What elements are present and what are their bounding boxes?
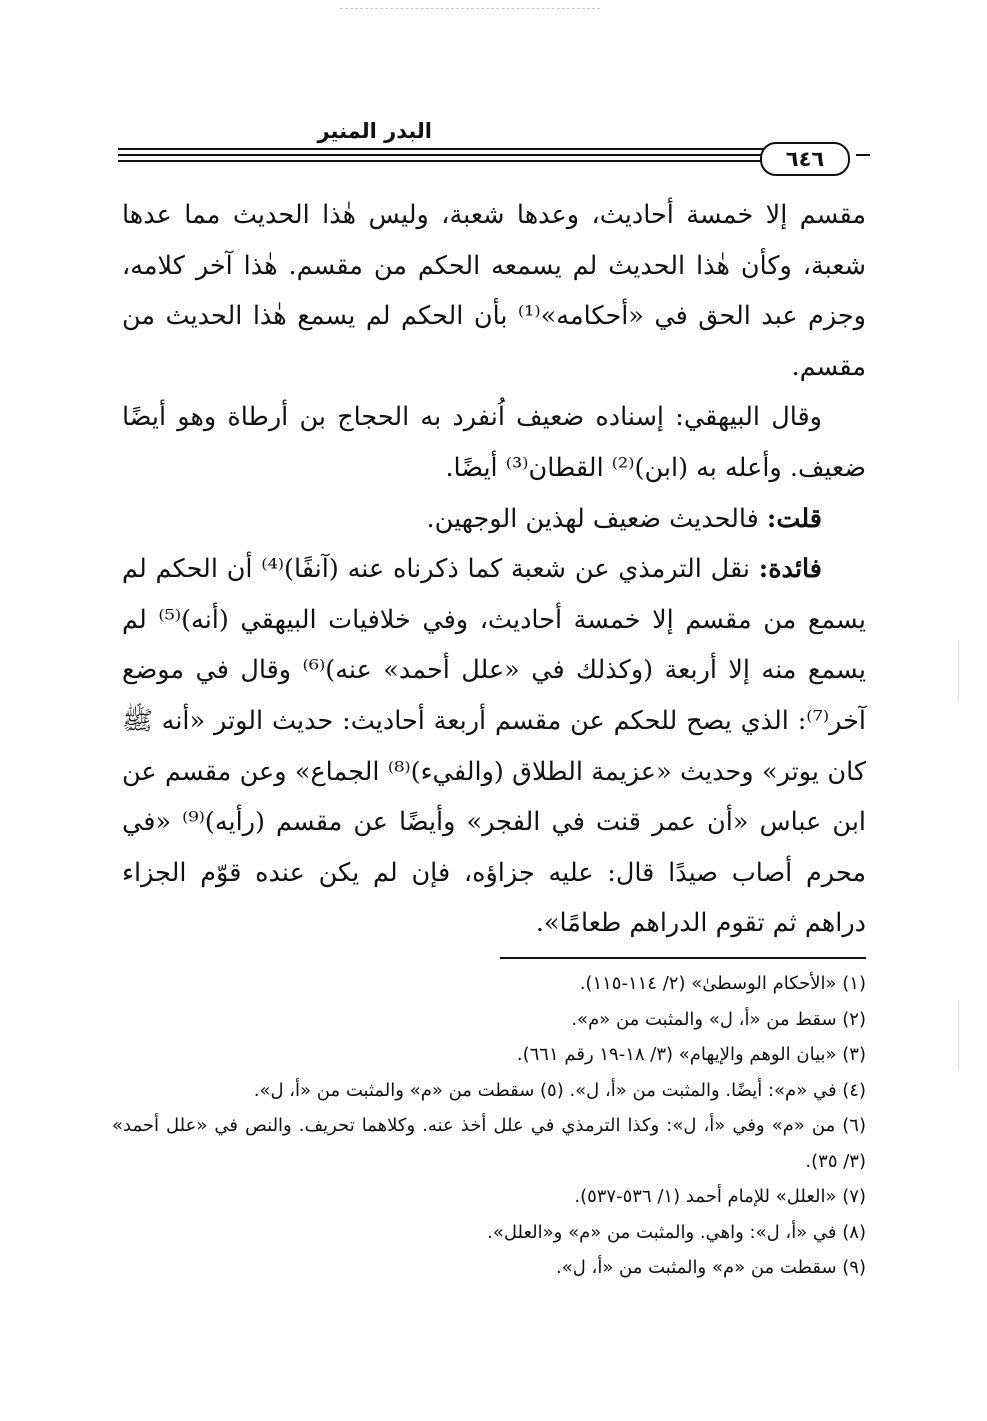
footnote: (٨) في «أ، ل»: واهي. والمثبت من «م» و«العلل».	[487, 1221, 866, 1243]
footnote: (٩) سقطت من «م» والمثبت من «أ، ل».	[555, 1257, 866, 1278]
paragraph	[122, 494, 866, 545]
footnotes	[112, 966, 866, 1286]
page-header	[118, 118, 870, 178]
running-title: البدر المنير	[317, 119, 432, 143]
paragraph	[122, 544, 866, 949]
header-rule-right	[856, 154, 870, 156]
paragraph: مقسم إلا خمسة أحاديث، وعدها شعبة، وليس هٰذا الحديث مما عدها شعبة، وكأن هٰذا الحديث لم يسمعه الحكم من مقسم. هٰذا آخر كلامه، وجزم عبد الحق في «أحكامه»⁽¹⁾ بأن الحكم لم يسمع هٰذا الحديث من مقسم.	[122, 200, 866, 382]
paragraph-lead: فائدة:	[758, 554, 822, 585]
header-rule	[118, 148, 778, 150]
header-rule	[118, 160, 778, 162]
margin-mark	[958, 1000, 959, 1070]
header-rule	[118, 154, 778, 156]
paragraph-text: نقل الترمذي عن شعبة كما ذكرناه عنه (آنفًا)⁽⁴⁾ أن الحكم لم يسمع من مقسم إلا خمسة أحاديث، وفي خلافيات البيهقي (أنه)⁽⁵⁾ لم يسمع منه إلا أربعة (وكذلك في «علل أحمد» عنه)⁽⁶⁾ وقال في موضع آخر⁽⁷⁾: الذي يصح للحكم عن مقسم أربعة أحاديث: حديث الوتر «أنه ﷺ كان يوتر» وحديث «عزيمة الطلاق (والفيء)⁽⁸⁾ الجماع» وعن مقسم عن ابن عباس «أن عمر قنت في الفجر» وأيضًا عن مقسم (رأيه)⁽⁹⁾ «في محرم أصاب صيدًا قال: عليه جزاؤه، فإن لم يكن عنده قوّم الجزاء دراهم ثم تقوم الدراهم طعامًا».	[122, 554, 867, 939]
paragraph-lead: قلت:	[766, 503, 822, 534]
footnote: (٦) من «م» وفي «أ، ل»: وكذا الترمذي في علل أخذ عنه. وكلاهما تحريف. والنص في «علل أحمد» (٣/ ٣٥).	[112, 1115, 866, 1172]
footnote-separator	[500, 957, 866, 959]
page-number: ٦٤٦	[760, 142, 850, 176]
footnote: (٢) سقط من «أ، ل» والمثبت من «م».	[571, 1008, 866, 1030]
footnote: (٧) «العلل» للإمام أحمد (١/ ٥٣٦-٥٣٧).	[574, 1186, 866, 1207]
margin-mark	[958, 640, 959, 700]
footnote: (٣) «بيان الوهم والإيهام» (٣/ ١٨-١٩ رقم ٦٦١).	[516, 1044, 866, 1065]
footnote: (١) «الأحكام الوسطىٰ» (٢/ ١١٤-١١٥).	[579, 973, 866, 994]
paragraph-text: فالحديث ضعيف لهذين الوجهين.	[426, 503, 767, 534]
top-edge-marks	[340, 8, 600, 9]
main-text	[122, 190, 866, 949]
footnote: (٤) في «م»: أيضًا. والمثبت من «أ، ل». (٥) سقطت من «م» والمثبت من «أ، ل».	[253, 1079, 866, 1101]
paragraph: وقال البيهقي: إسناده ضعيف اُنفرد به الحجاج بن أرطاة وهو أيضًا ضعيف. وأعله به (ابن)⁽²⁾ القطان⁽³⁾ أيضًا.	[122, 402, 866, 483]
